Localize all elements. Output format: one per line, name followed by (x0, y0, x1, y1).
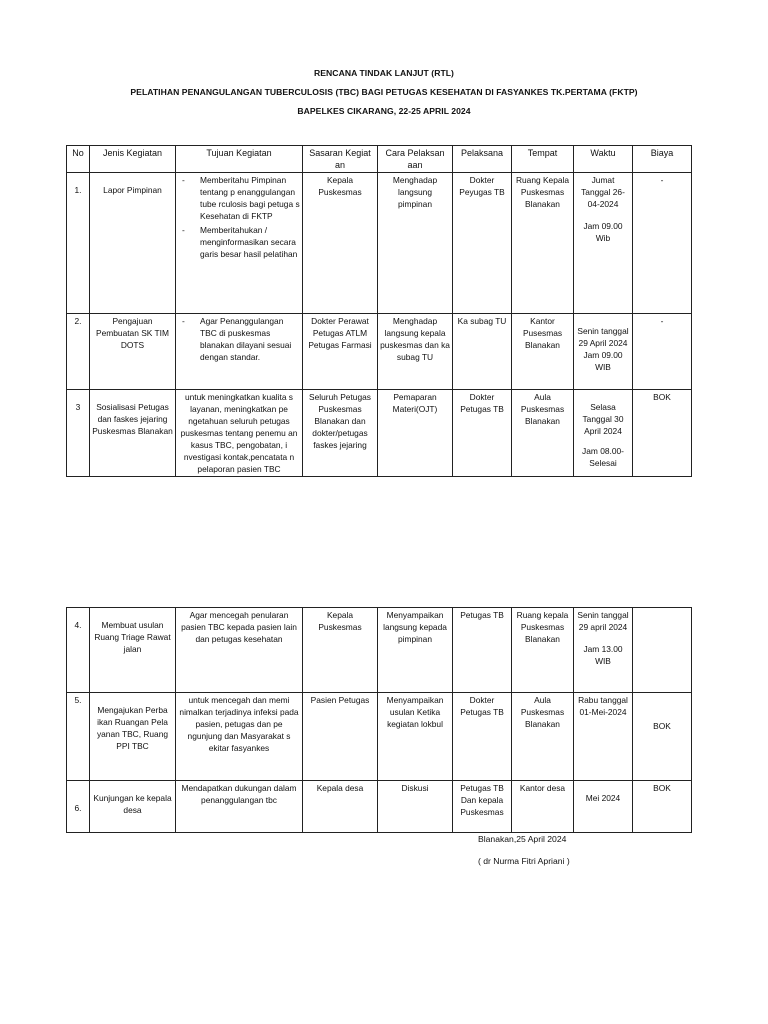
col-header-biaya: Biaya (633, 146, 692, 173)
cell-pelaksana: Dokter Petugas TB (453, 390, 512, 477)
cell-jenis: Pengajuan Pembuatan SK TIM DOTS (90, 314, 176, 390)
document-subtitle: PELATIHAN PENANGULANGAN TUBERCULOSIS (TBC) BAGI PETUGAS KESEHATAN DI FASYANKES TK.PERTAMA (FKTP) (130, 87, 638, 97)
cell-waktu: Rabu tanggal 01-Mei-2024 (574, 693, 633, 781)
cell-waktu: Mei 2024 (574, 781, 633, 833)
cell-waktu (574, 608, 633, 693)
cell-biaya: BOK (633, 693, 692, 781)
table-row (67, 693, 692, 781)
list-item: - Memberitahu Pimpinan tentang p enanggulangan tube rculosis bagi petuga s Kesehatan di FKTP (182, 174, 300, 222)
cell-sasaran: Kepala desa (303, 781, 378, 833)
cell-tujuan (176, 314, 303, 390)
cell-pelaksana: Petugas TB Dan kepala Puskesmas (453, 781, 512, 833)
cell-cara: Menyampaikan langsung kepada pimpinan (378, 608, 453, 693)
cell-jenis: Membuat usulan Ruang Triage Rawat jalan (90, 608, 176, 693)
rtl-table-1 (66, 145, 692, 477)
cell-cara: Menghadap langsung pimpinan (378, 173, 453, 314)
waktu-time: Jam 13.00 WIB (583, 644, 623, 666)
cell-tujuan: Mendapatkan dukungan dalam penanggulangan tbc (176, 781, 303, 833)
waktu-time: Jam 08.00-Selesai (582, 446, 624, 468)
cell-waktu (574, 390, 633, 477)
cell-biaya: BOK (633, 781, 692, 833)
cell-jenis: Lapor Pimpinan (90, 173, 176, 314)
table-row (67, 781, 692, 833)
cell-sasaran: Dokter Perawat Petugas ATLM Petugas Farmasi (303, 314, 378, 390)
cell-pelaksana: Dokter Petugas TB (453, 693, 512, 781)
col-header-cara: Cara Pelaksan aan (378, 146, 453, 173)
cell-biaya: - (633, 173, 692, 314)
cell-sasaran: Pasien Petugas (303, 693, 378, 781)
cell-waktu (574, 173, 633, 314)
col-header-jenis: Jenis Kegiatan (90, 146, 176, 173)
cell-biaya: - (633, 314, 692, 390)
table-row (67, 390, 692, 477)
cell-tempat: Aula Puskesmas Blanakan (512, 693, 574, 781)
cell-biaya (633, 608, 692, 693)
cell-tujuan: untuk mencegah dan memi nimalkan terjadinya infeksi pada pasien, petugas dan pe ngunjung dan Masyarakat s ekitar fasyankes (176, 693, 303, 781)
cell-tempat: Kantor desa (512, 781, 574, 833)
document-location-date: BAPELKES CIKARANG, 22-25 APRIL 2024 (297, 106, 471, 116)
table-row (67, 173, 692, 314)
waktu-time: Jam 09.00 Wib (583, 221, 623, 243)
cell-no: 4. (67, 608, 90, 693)
cell-tujuan: Agar mencegah penularan pasien TBC kepada pasien lain dan petugas kesehatan (176, 608, 303, 693)
signature-place-date: Blanakan,25 April 2024 (478, 834, 567, 844)
col-header-tujuan: Tujuan Kegiatan (176, 146, 303, 173)
cell-tujuan (176, 173, 303, 314)
cell-pelaksana: Petugas TB (453, 608, 512, 693)
waktu-date: Selasa Tanggal 30 April 2024 (582, 402, 624, 436)
cell-cara: Pemaparan Materi(OJT) (378, 390, 453, 477)
cell-tempat: Ruang Kepala Puskesmas Blanakan (512, 173, 574, 314)
list-item: - Agar Penanggulangan TBC di puskesmas blanakan dilayani sesuai dengan standar. (182, 315, 300, 363)
cell-waktu: Senin tanggal 29 April 2024 Jam 09.00 WIB (574, 314, 633, 390)
cell-no: 1. (67, 173, 90, 314)
cell-sasaran: Kepala Puskesmas (303, 608, 378, 693)
rtl-table-2 (66, 607, 692, 833)
col-header-pelaksana: Pelaksana (453, 146, 512, 173)
cell-cara: Diskusi (378, 781, 453, 833)
table-row (67, 314, 692, 390)
col-header-tempat: Tempat (512, 146, 574, 173)
cell-pelaksana: Ka subag TU (453, 314, 512, 390)
signature-name: ( dr Nurma Fitri Apriani ) (478, 856, 570, 866)
waktu-date: Jumat Tanggal 26-04-2024 (581, 175, 625, 209)
cell-biaya: BOK (633, 390, 692, 477)
cell-jenis: Sosialisasi Petugas dan faskes jejaring Puskesmas Blanakan (90, 390, 176, 477)
col-header-waktu: Waktu (574, 146, 633, 173)
cell-tujuan: untuk meningkatkan kualita s layanan, meningkatkan pe ngetahuan seluruh petugas puskesmas tentang penemu an kasus TBC, pengobatan, i nvestigasi kontak,pencatata n pelaporan pasien TBC (176, 390, 303, 477)
table-header-row (67, 146, 692, 173)
cell-no: 6. (67, 781, 90, 833)
cell-sasaran: Kepala Puskesmas (303, 173, 378, 314)
cell-sasaran: Seluruh Petugas Puskesmas Blanakan dan dokter/petugas faskes jejaring (303, 390, 378, 477)
cell-cara: Menyampaikan usulan Ketika kegiatan lokbul (378, 693, 453, 781)
cell-pelaksana: Dokter Peyugas TB (453, 173, 512, 314)
cell-tempat: Kantor Pusesmas Blanakan (512, 314, 574, 390)
cell-tempat: Ruang kepala Puskesmas Blanakan (512, 608, 574, 693)
col-header-no: No (67, 146, 90, 173)
list-item: - Memberitahukan / menginformasikan secara garis besar hasil pelatihan (182, 224, 300, 260)
cell-tempat: Aula Puskesmas Blanakan (512, 390, 574, 477)
table-row (67, 608, 692, 693)
cell-no: 5. (67, 693, 90, 781)
cell-no: 2. (67, 314, 90, 390)
cell-no: 3 (67, 390, 90, 477)
document-title: RENCANA TINDAK LANJUT (RTL) (314, 68, 454, 78)
cell-cara: Menghadap langsung kepala puskesmas dan ka subag TU (378, 314, 453, 390)
cell-jenis: Mengajukan Perba ikan Ruangan Pela yanan TBC, Ruang PPI TBC (90, 693, 176, 781)
col-header-sasaran: Sasaran Kegiat an (303, 146, 378, 173)
waktu-date: Senin tanggal 29 april 2024 (577, 610, 629, 632)
cell-jenis: Kunjungan ke kepala desa (90, 781, 176, 833)
